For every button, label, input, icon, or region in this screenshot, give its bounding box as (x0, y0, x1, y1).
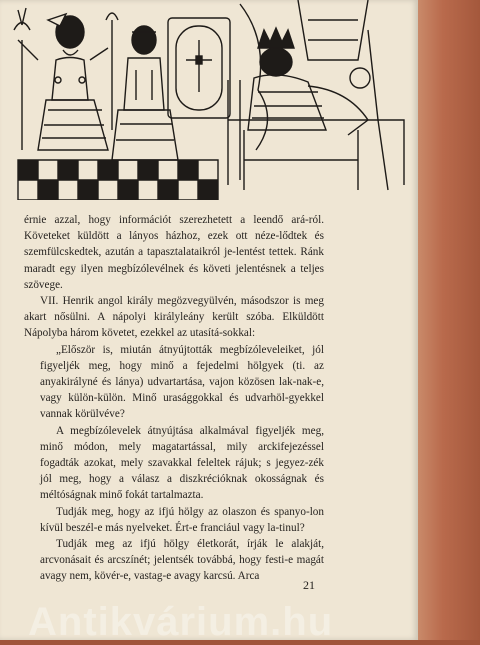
page-number: 21 (303, 578, 315, 592)
paragraph: Tudják meg az ifjú hölgy életkorát, írják le alakját, arcvonásait és arcszínét; jelentsék továbbá, hogy festi-e magát avagy nem, kövér-e, vastag-e avagy karcsú. Arca (40, 538, 324, 583)
paragraph: „Először is, miután átnyújtották megbízóleveleiket, jól figyeljék meg, hogy minő a fejedelmi hölgyek (ti. az anyakirályné és lánya) udvartartása, vajon közösen lak-nak-e, vagy külön-külön. Minő urasággokkal és udvarhöl-gyekkel vannak körülvéve? (40, 343, 324, 421)
paragraph: A megbízólevelek átnyújtása alkalmával figyeljék meg, minő módon, mely magatartással, mily arckifejezéssel fogadták azokat, mely szavakkal feleltek rájuk; s jegyez-zék jól meg, hogy a válasz a diszkrécióknak okosságnak és méltóságnak minő fokát tartalmazta. (40, 424, 324, 502)
paragraph: érnie azzal, hogy információt szerezhetett a leendő ará-ról. Követeket küldött a lányos házhoz, ezek ott néze-lődtek és szemfülcskedtek, azután a tapasztalataikról je-lentést tettek. Ránk maradt egy ilyen megbízólevélnek és követi jelentésnek a teljes szövege. (24, 214, 324, 291)
book-cover-edge (418, 0, 480, 640)
royal-court-illustration (8, 0, 410, 200)
paragraph: VII. Henrik angol király megözvegyülvén, másodszor is meg akart nősülni. A nápolyi királyleány került szóba. Elküldött Nápolyba három követet, ezekkel az utasítá-sokkal: (24, 295, 324, 340)
watermark: Antikvárium.hu (28, 600, 334, 644)
paragraph: Tudják meg, hogy az ifjú hölgy az olaszon és spanyo-lon kívül beszél-e más nyelveket. Ért-e franciául vagy la-tinul? (40, 505, 324, 534)
body-text (24, 212, 324, 585)
